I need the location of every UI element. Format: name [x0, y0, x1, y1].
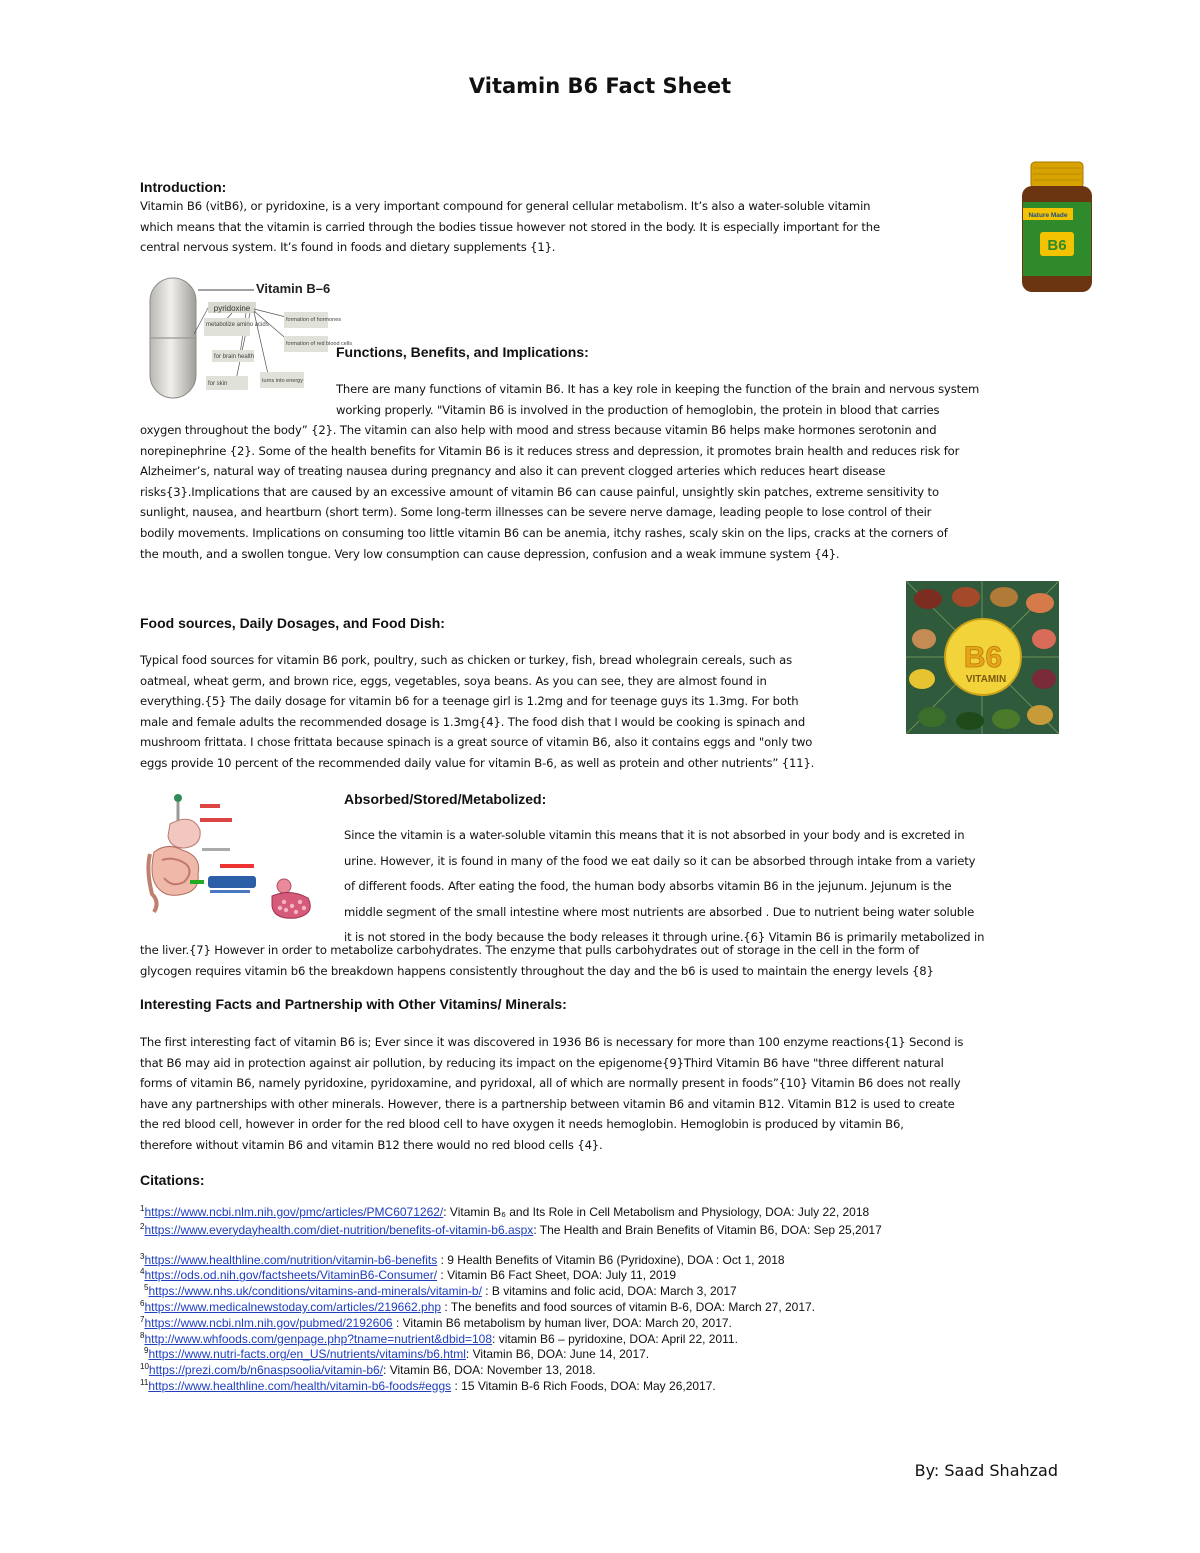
text-line: oatmeal, wheat germ, and brown rice, eggs, vegetables, soya beans. As you can see, they are almost found in	[140, 673, 767, 688]
citation-link[interactable]: https://prezi.com/b/n6naspsoolia/vitamin-b6/	[148, 1363, 384, 1378]
citation-number: 2	[140, 1221, 145, 1231]
text-line: the liver.{7} However in order to metabolize carbohydrates. The enzyme that pulls carbohydrates out of storage in the cell in the form of	[140, 943, 920, 957]
functions-paragraph-indented	[336, 379, 1066, 420]
citation-item	[140, 1347, 980, 1363]
citation-link[interactable]: http://www.whfoods.com/genpage.php?tname=nutrient&dbid=108	[144, 1331, 493, 1346]
citation-link[interactable]: https://www.medicalnewstoday.com/articles/219662.php	[144, 1299, 442, 1314]
text-line: Alzheimer’s, natural way of treating nausea during pregnancy and also it can prevent clogged arteries which reduces heart disease	[140, 464, 886, 479]
text-line: the mouth, and a swollen tongue. Very low consumption can cause depression, confusion and a weak immune system {4}.	[140, 546, 840, 561]
absorbed-paragraph-indented	[344, 823, 1069, 951]
text-line: The first interesting fact of vitamin B6 is; Ever since it was discovered in 1936 B6 is necessary for more than 100 enzyme reactions{1} Second is	[140, 1035, 964, 1049]
citation-link[interactable]: https://www.nutri-facts.org/en_US/nutrients/vitamins/b6.html	[148, 1347, 466, 1362]
food-image-small-text: VITAMIN	[965, 674, 1007, 685]
text-line: everything.{5} The daily dosage for vitamin b6 for a teenage girl is 1.2mg and for teenage guys its 1.3mg. For both	[140, 694, 799, 709]
diagram-left-item: for brain health	[214, 354, 255, 360]
text-line: that B6 may aid in protection against air pollution, by reducing its impact on the epigenome{9}Third Vitamin B6 have "three different natural	[140, 1055, 944, 1070]
text-line: Typical food sources for vitamin B6 pork, poultry, such as chicken or turkey, fish, bread wholegrain cereals, such as	[140, 653, 792, 667]
citation-number: 7	[140, 1314, 145, 1324]
bottle-label: B6	[1047, 237, 1067, 254]
text-line: Vitamin B6 (vitB6), or pyridoxine, is a very important compound for general cellular metabolism. It’s also a water-soluble vitamin	[140, 199, 871, 213]
citation-text: : The Health and Brain Benefits of Vitamin B6, DOA: Sep 25,2017	[533, 1222, 882, 1237]
citations-list	[140, 1205, 980, 1395]
citation-item	[140, 1253, 980, 1269]
text-line: male and female adults the recommended dosage is 1.3mg{4}. The food dish that I would be cooking is spinach and	[140, 714, 806, 729]
citation-text: : Vitamin B6, DOA: November 13, 2018.	[383, 1363, 596, 1378]
citation-number: 1	[140, 1204, 145, 1213]
diagram-right-item: turns into energy	[262, 378, 303, 384]
citation-text: : B vitamins and folic acid, DOA: March 3, 2017	[481, 1284, 737, 1299]
food-paragraph	[140, 650, 900, 774]
citation-item	[140, 1205, 980, 1221]
citation-item	[140, 1268, 980, 1284]
citations-heading: Citations:	[140, 1172, 205, 1188]
text-line: middle segment of the small intestine where most nutrients are absorbed . Due to nutrient being water soluble	[344, 904, 975, 919]
absorbed-heading: Absorbed/Stored/Metabolized:	[344, 791, 547, 807]
citation-number: 11	[140, 1377, 149, 1387]
text-line: risks{3}.Implications that are caused by an excessive amount of vitamin B6 can cause painful, unsightly skin patches, extreme sensitivity to	[140, 484, 939, 499]
citation-text: : Vitamin B6 Fact Sheet, DOA: July 11, 2019	[437, 1268, 677, 1283]
text-line: therefore without vitamin B6 and vitamin B12 there would no red blood cells {4}.	[140, 1137, 603, 1152]
diagram-title: Vitamin B–6	[256, 281, 331, 296]
diagram-left-item: for skin	[208, 381, 228, 387]
facts-heading: Interesting Facts and Partnership with Other Vitamins/ Minerals:	[140, 996, 567, 1012]
citation-text: : Vitamin B₆ and Its Role in Cell Metabolism and Physiology, DOA: July 22, 2018	[443, 1205, 870, 1219]
functions-paragraph	[140, 420, 1070, 564]
citation-text: : Vitamin B6, DOA: June 14, 2017.	[465, 1347, 650, 1362]
digestion-diagram-image	[140, 790, 325, 920]
text-line: oxygen throughout the body” {2}. The vitamin can also help with mood and stress because vitamin B6 helps make hormones serotonin and	[140, 423, 937, 437]
citation-item	[140, 1332, 980, 1348]
citation-item	[140, 1223, 950, 1239]
diagram-right-item: formation of red blood cells	[286, 341, 353, 347]
citation-number: 10	[140, 1362, 149, 1372]
text-line: mushroom frittata. I chose frittata because spinach is a great source of vitamin B6, also it contains eggs and "only two	[140, 735, 813, 750]
citation-number: 8	[140, 1330, 145, 1340]
citation-text: : Vitamin B6 metabolism by human liver, DOA: March 20, 2017.	[392, 1315, 732, 1330]
citation-link[interactable]: https://www.everydayhealth.com/diet-nutrition/benefits-of-vitamin-b6.aspx	[144, 1222, 534, 1237]
text-line: Since the vitamin is a water-soluble vitamin this means that it is not absorbed in your body and is excreted in	[344, 828, 965, 842]
text-line: forms of vitamin B6, namely pyridoxine, pyridoxamine, and pyridoxal, all of which are normally present in foods”{10} Vitamin B6 does not really	[140, 1076, 961, 1091]
text-line: have any partnerships with other minerals. However, there is a partnership between vitamin B6 and vitamin B12. Vitamin B12 is used to create	[140, 1096, 955, 1111]
text-line: it is not stored in the body because the body releases it through urine.{6} Vitamin B6 is primarily metabolized in	[344, 930, 985, 945]
diagram-center: pyridoxine	[213, 304, 251, 313]
author-byline: By: Saad Shahzad	[914, 1461, 1058, 1480]
supplement-bottle-image	[1018, 160, 1096, 296]
text-line: urine. However, it is found in many of the food we eat daily so it can be absorbed through intake from a variety	[344, 853, 976, 868]
text-line: bodily movements. Implications on consuming too little vitamin B6 can be anemia, itchy rashes, scaly skin on the lips, cracks at the corners of	[140, 525, 948, 540]
page-title: Vitamin B6 Fact Sheet	[468, 74, 732, 98]
citation-item	[140, 1316, 980, 1332]
text-line: working properly. "Vitamin B6 is involved in the production of hemoglobin, the protein in blood that carries	[336, 402, 940, 417]
text-line: the red blood cell, however in order for the red blood cell to have oxygen it needs hemoglobin. Hemoglobin is produced by vitamin B6,	[140, 1117, 904, 1132]
text-line: glycogen requires vitamin b6 the breakdown happens consistently throughout the day and the b6 is used to maintain the energy levels {8}	[140, 963, 934, 978]
citation-link[interactable]: https://www.ncbi.nlm.nih.gov/pmc/articles/PMC6071262/	[144, 1205, 444, 1219]
text-line: sunlight, nausea, and heartburn (short term). Some long-term illnesses can be severe nerve damage, leading people to lose control of their	[140, 505, 932, 520]
absorbed-paragraph	[140, 940, 1070, 981]
citation-number: 6	[140, 1298, 145, 1308]
citation-link[interactable]: https://www.nhs.uk/conditions/vitamins-and-minerals/vitamin-b/	[148, 1284, 482, 1299]
facts-paragraph	[140, 1032, 1070, 1156]
intro-heading: Introduction:	[140, 179, 227, 195]
citation-link[interactable]: https://www.healthline.com/health/vitamin-b6-foods#eggs	[148, 1378, 452, 1393]
diagram-left-item: metabolize amino acids	[206, 322, 269, 328]
citation-number: 4	[140, 1267, 145, 1277]
food-heading: Food sources, Daily Dosages, and Food Dish:	[140, 615, 445, 631]
b6-foods-image	[906, 581, 1059, 734]
bottle-brand: Nature Made	[1028, 212, 1068, 219]
citation-text: : 9 Health Benefits of Vitamin B6 (Pyridoxine), DOA : Oct 1, 2018	[437, 1252, 785, 1267]
citation-text: : vitamin B6 – pyridoxine, DOA: April 22, 2011.	[492, 1331, 738, 1346]
citation-item	[140, 1379, 980, 1395]
text-line: which means that the vitamin is carried through the bodies tissue however not stored in the body. It is especially important for the	[140, 219, 880, 234]
text-line: central nervous system. It’s found in foods and dietary supplements {1}.	[140, 240, 556, 255]
citation-item	[140, 1363, 980, 1379]
text-line: There are many functions of vitamin B6. It has a key role in keeping the function of the brain and nervous system	[336, 382, 980, 396]
citation-link[interactable]: https://ods.od.nih.gov/factsheets/VitaminB6-Consumer/	[144, 1268, 438, 1283]
text-line: of different foods. After eating the food, the human body absorbs vitamin B6 in the jejunum. Jejunum is the	[344, 879, 952, 894]
citation-number: 9	[144, 1346, 149, 1356]
citation-item	[140, 1284, 980, 1300]
citation-number: 5	[144, 1283, 149, 1293]
capsule-diagram-image	[142, 276, 353, 400]
food-image-big-text: B6	[963, 641, 1003, 674]
intro-paragraph	[140, 196, 1000, 258]
citation-link[interactable]: https://www.ncbi.nlm.nih.gov/pubmed/2192606	[144, 1315, 393, 1330]
functions-heading: Functions, Benefits, and Implications:	[336, 344, 589, 360]
citation-link[interactable]: https://www.healthline.com/nutrition/vitamin-b6-benefits	[144, 1252, 438, 1267]
citation-number: 3	[140, 1251, 145, 1261]
citation-text: : 15 Vitamin B-6 Rich Foods, DOA: May 26,2017.	[451, 1378, 716, 1393]
text-line: eggs provide 10 percent of the recommended daily value for vitamin B-6, as well as protein and other nutrients” {11}.	[140, 755, 815, 770]
text-line: norepinephrine {2}. Some of the health benefits for Vitamin B6 is it reduces stress and depression, it promotes brain health and reduces risk for	[140, 443, 960, 458]
diagram-right-item: formation of hormones	[286, 317, 342, 323]
citation-text: : The benefits and food sources of vitamin B-6, DOA: March 27, 2017.	[441, 1299, 816, 1314]
citation-item	[140, 1300, 980, 1316]
